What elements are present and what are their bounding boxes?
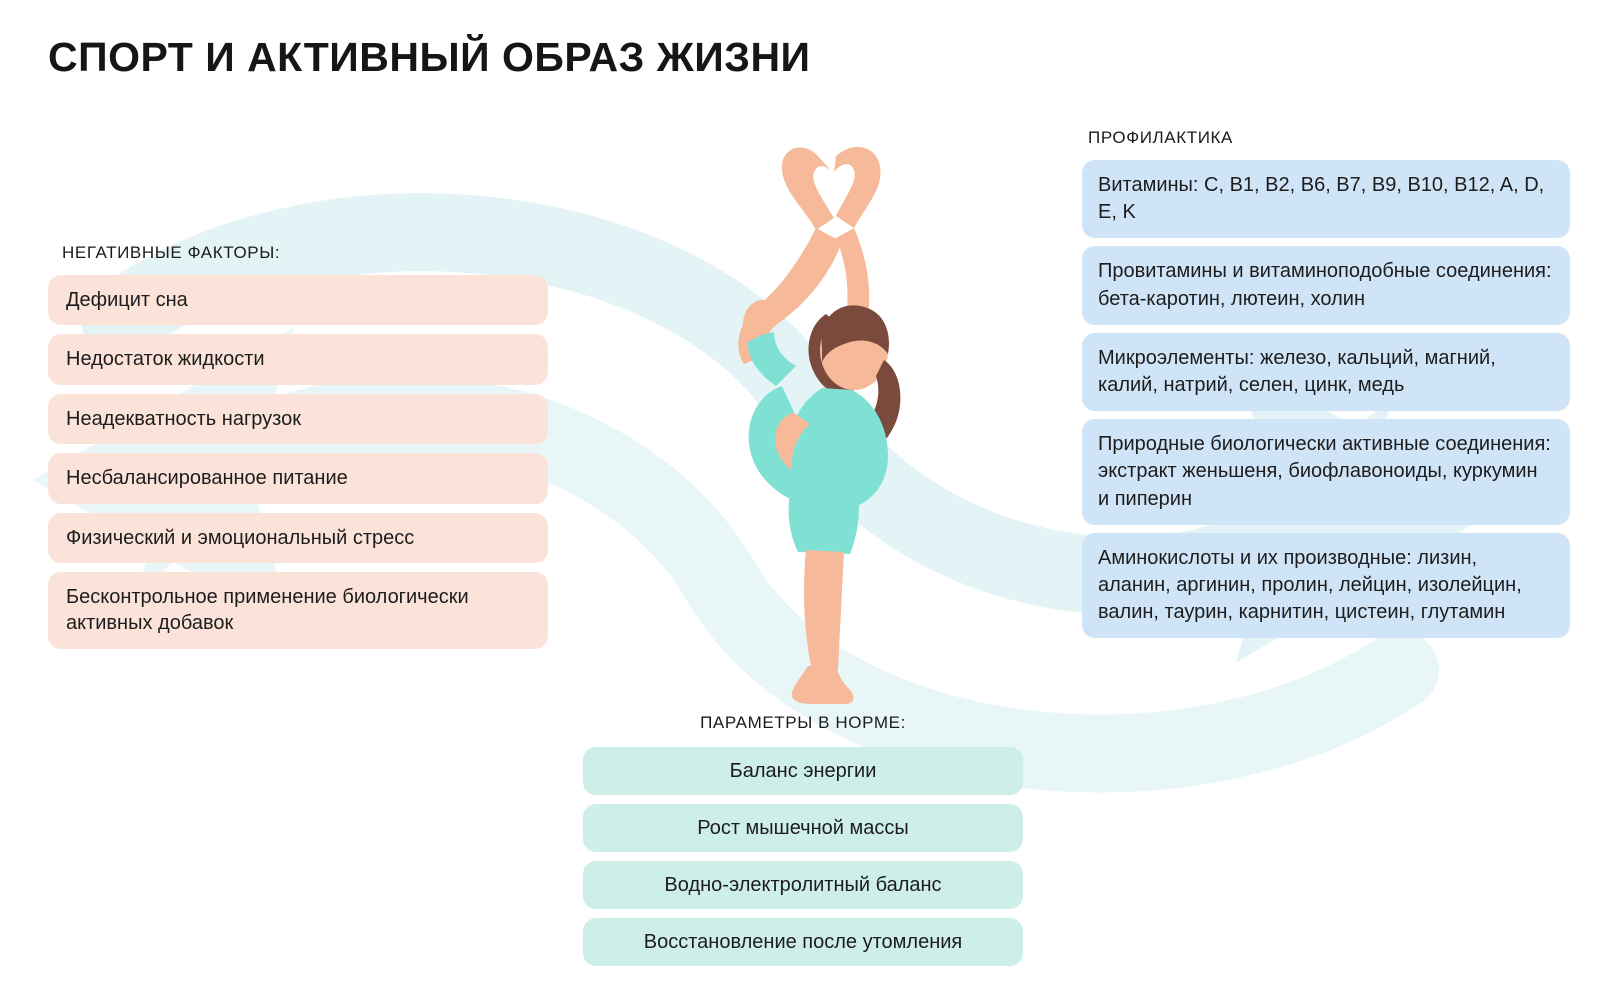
prophylaxis-item: Витамины: C, B1, B2, B6, B7, B9, B10, B12, A, D, E, K <box>1082 160 1570 238</box>
prophylaxis-item: Аминокислоты и их производные: лизин, аланин, аргинин, пролин, лейцин, изолейцин, валин, таурин, карнитин, цистеин, глутамин <box>1082 533 1570 639</box>
negative-factor-item: Бесконтрольное применение биологически активных добавок <box>48 572 548 649</box>
negative-factor-item: Дефицит сна <box>48 275 548 325</box>
negative-factor-item: Недостаток жидкости <box>48 334 548 384</box>
negative-factor-item: Физический и эмоциональный стресс <box>48 513 548 563</box>
negative-factor-item: Неадекватность нагрузок <box>48 394 548 444</box>
normal-parameters-label: ПАРАМЕТРЫ В НОРМЕ: <box>700 713 906 732</box>
normal-parameter-item: Водно-электролитный баланс <box>583 861 1023 909</box>
normal-parameter-item: Баланс энергии <box>583 747 1023 795</box>
prophylaxis-column <box>1082 128 1570 646</box>
page-title: СПОРТ И АКТИВНЫЙ ОБРАЗ ЖИЗНИ <box>48 34 811 80</box>
prophylaxis-item: Провитамины и витаминоподобные соединения: бета-каротин, лютеин, холин <box>1082 246 1570 324</box>
normal-parameters-column <box>583 713 1023 975</box>
negative-factors-column <box>48 243 548 658</box>
negative-factor-item: Несбалансированное питание <box>48 453 548 503</box>
normal-parameter-item: Восстановление после утомления <box>583 918 1023 966</box>
negative-factors-label: НЕГАТИВНЫЕ ФАКТОРЫ: <box>62 243 281 262</box>
prophylaxis-label: ПРОФИЛАКТИКА <box>1088 128 1233 147</box>
woman-yoga-dancer-pose-illustration <box>640 110 1000 710</box>
normal-parameter-item: Рост мышечной массы <box>583 804 1023 852</box>
prophylaxis-item: Микроэлементы: железо, кальций, магний, калий, натрий, селен, цинк, медь <box>1082 333 1570 411</box>
prophylaxis-item: Природные биологически активные соединения: экстракт женьшеня, биофлавоноиды, куркумин и пиперин <box>1082 419 1570 525</box>
